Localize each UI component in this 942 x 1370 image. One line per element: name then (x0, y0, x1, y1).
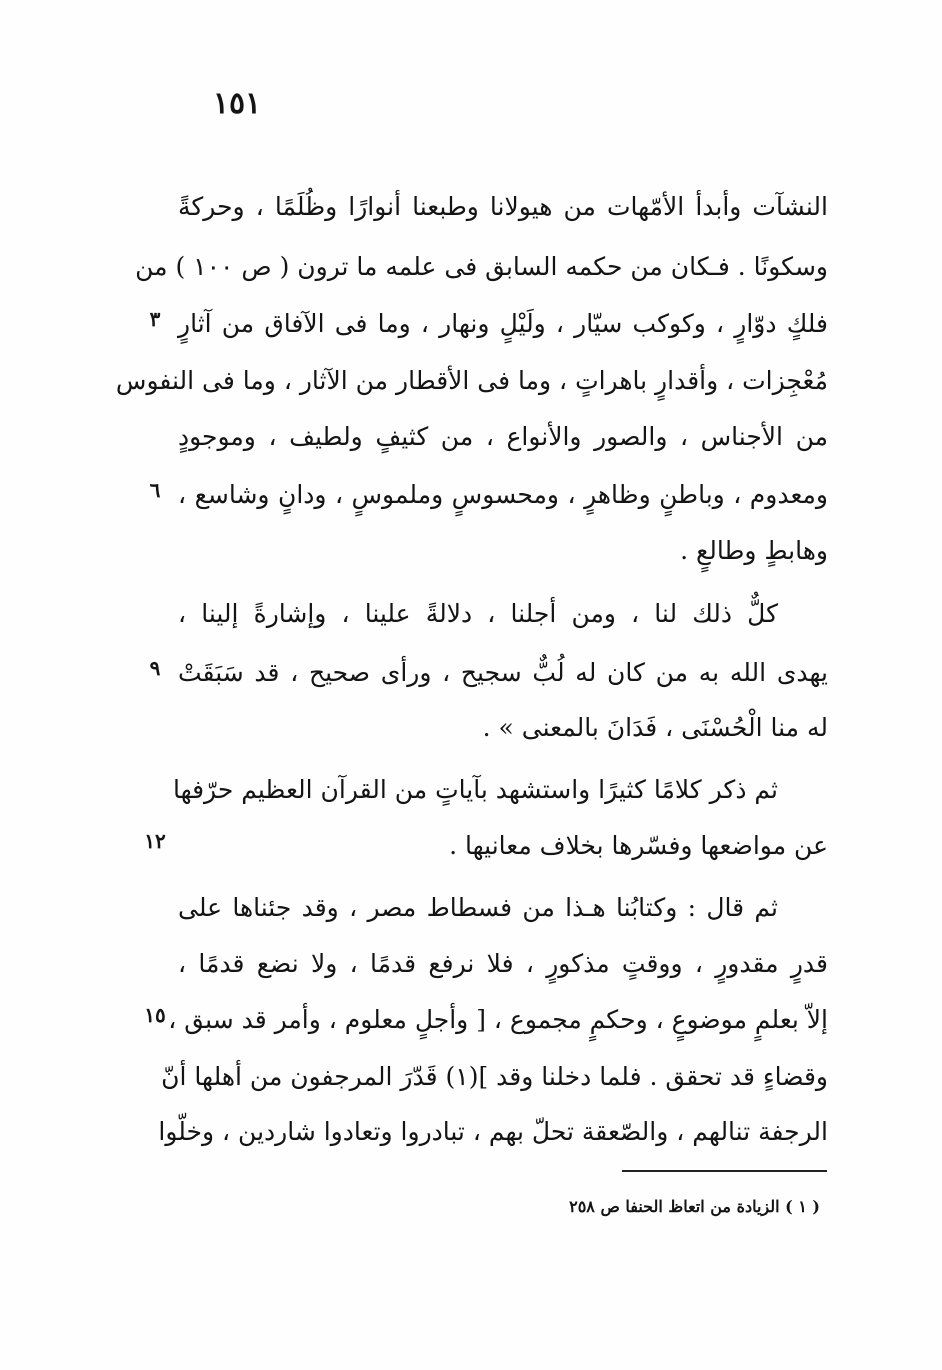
text-line-8: كلٌّ ذلك لنا ، ومن أجلنا ، دلالةً علينا ، وإشارةً إلينا ، (178, 599, 778, 628)
text-line-4: مُعْجِزات ، وأقدارٍ باهراتٍ ، وما فى الأقطار من الآثار ، وما فى النفوس (115, 366, 828, 395)
text-line-5: من الأجناس ، والصور والأنواع ، من كثيفٍ ولطيف ، وموجودٍ (178, 422, 828, 451)
line-number-15: ١٥ (144, 1003, 166, 1027)
line-number-6: ٦ (149, 478, 161, 502)
text-line-3: فلكٍ دوّارٍ ، وكوكب سيّار ، ولَيْلٍ ونهار ، وما فى الآفاق من آثارٍ (178, 309, 828, 338)
text-line-1: النشآت وأبدأ الأمّهات من هيولانا وطبعنا أنوارًا وظُلَمًا ، وحركةً (178, 192, 828, 221)
text-line-10: له منا الْحُسْنَى ، فَدَانَ بالمعنى » . (482, 713, 828, 742)
text-line-13: ثم قال : وكتابُنا هـذا من فسطاط مصر ، وقد جئناها على (178, 893, 778, 922)
footnote-separator (622, 1170, 827, 1172)
page-number: ١٥١ (212, 86, 262, 121)
footnote: ( ١ ) الزيادة من اتعاظ الحنفا ص ٢٥٨ (569, 1197, 820, 1216)
line-number-12: ١٢ (144, 829, 166, 853)
text-line-12: عن مواضعها وفسّرها بخلاف معانيها . (449, 831, 828, 860)
line-number-9: ٩ (149, 656, 161, 680)
text-line-7: وهابطٍ وطالعٍ . (680, 536, 828, 565)
text-line-16: وقضاءٍ قد تحقق . فلما دخلنا وقد ](١) قَدّرَ المرجفون من أهلها أنّ (161, 1062, 828, 1091)
text-line-9: يهدى الله به من كان له لُبٌّ سجيح ، ورأى صحيح ، قد سَبَقَتْ (178, 658, 828, 687)
text-line-2: وسكونًا . فـكان من حكمه السابق فى علمه ما ترون ( ص ١٠٠ ) من (135, 252, 828, 281)
text-line-17: الرجفة تنالهم ، والصّعقة تحلّ بهم ، تبادروا وتعادوا شاردين ، وخلّوا (158, 1117, 828, 1146)
text-line-6: ومعدوم ، وباطنٍ وظاهرٍ ، ومحسوسٍ وملموسٍ ، ودانٍ وشاسع ، (178, 480, 828, 509)
text-line-11: ثم ذكر كلامًا كثيرًا واستشهد بآياتٍ من القرآن العظيم حرّفها (172, 775, 778, 804)
line-number-3: ٣ (149, 307, 161, 331)
text-line-15: إلاّ بعلمٍ موضوعٍ ، وحكمٍ مجموع ، [ وأجلٍ معلوم ، وأمر قد سبق ، (168, 1005, 828, 1034)
text-line-14: قدرٍ مقدورٍ ، ووقتٍ مذكورٍ ، فلا نرفع قدمًا ، ولا نضع قدمًا ، (178, 949, 828, 978)
